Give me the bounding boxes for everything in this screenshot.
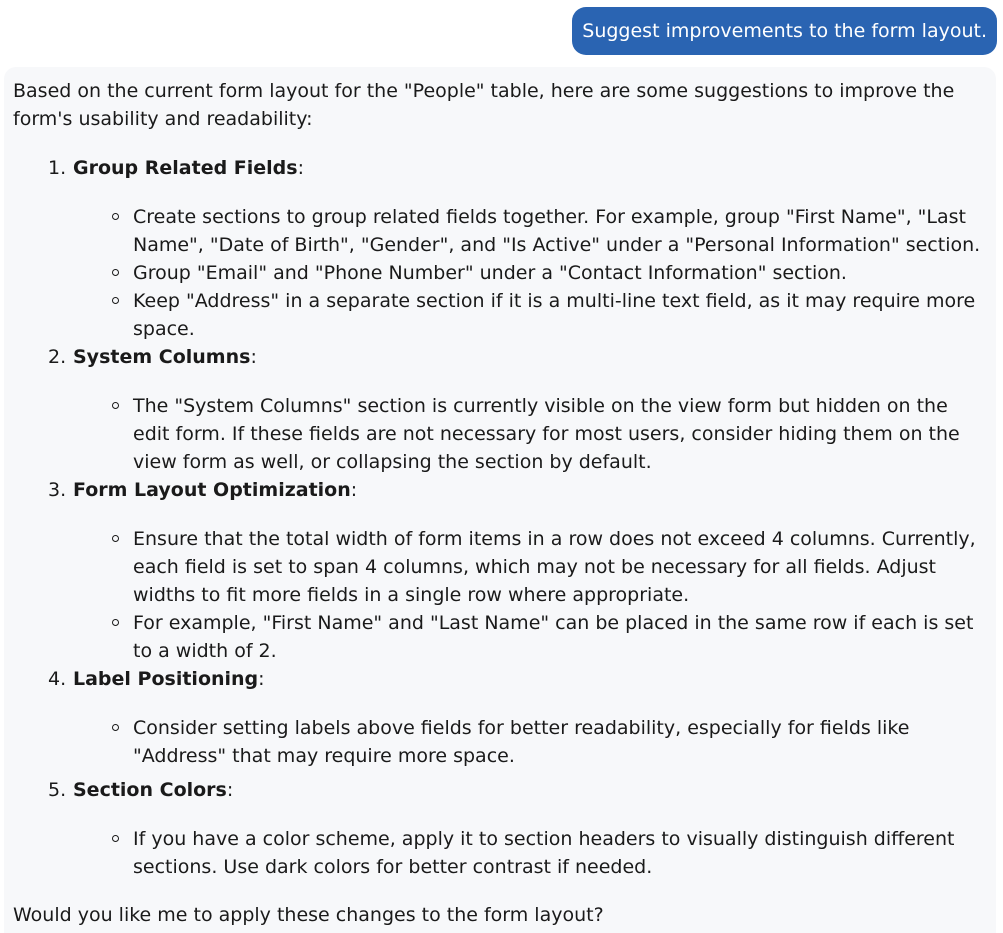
list-item	[133, 714, 987, 770]
section-number: 3.	[48, 479, 67, 501]
suggestion-section	[48, 343, 987, 476]
user-message-bubble	[572, 7, 997, 55]
section-number: 5.	[48, 779, 67, 801]
list-item-text: If you have a color scheme, apply it to section headers to visually distinguish different sections. Use dark colors for better contrast if needed.	[133, 828, 955, 878]
list-item	[133, 825, 987, 881]
section-title-colon: :	[258, 668, 265, 690]
list-item	[133, 525, 987, 609]
user-message-text: Suggest improvements to the form layout.	[582, 20, 987, 42]
hollow-bullet-icon	[112, 297, 119, 304]
section-points	[73, 714, 987, 770]
assistant-message-bubble	[4, 67, 996, 933]
list-item	[133, 259, 987, 287]
section-title-colon: :	[226, 779, 234, 801]
hollow-bullet-icon	[112, 269, 119, 276]
section-title-colon: :	[350, 479, 358, 501]
list-item-text: Group "Email" and "Phone Number" under a "Contact Information" section.	[133, 262, 847, 284]
section-title: Form Layout Optimization	[73, 479, 351, 501]
section-title: Section Colors	[73, 779, 227, 801]
suggestion-section	[48, 665, 987, 770]
section-number: 4.	[48, 668, 67, 690]
list-item-text: Ensure that the total width of form items in a row does not exceed 4 columns. Currently, each field is set to span 4 columns, which may not be necessary for all fields. Adjust widths to fit more fields in a single row where appropriate.	[133, 528, 976, 606]
suggestion-section	[48, 476, 987, 665]
hollow-bullet-icon	[112, 835, 119, 842]
section-title-colon: :	[250, 346, 257, 368]
section-title-colon: :	[297, 157, 305, 179]
list-item-text: Create sections to group related fields together. For example, group "First Name", "Last Name", "Date of Birth", "Gender", and "Is Active" under a "Personal Information" section.	[133, 206, 981, 256]
list-item-text: For example, "First Name" and "Last Name" can be placed in the same row if each is set to a width of 2.	[133, 612, 974, 662]
hollow-bullet-icon	[112, 402, 119, 409]
list-item-text: The "System Columns" section is currently visible on the view form but hidden on the edit form. If these fields are not necessary for most users, consider hiding them on the view form as well, or collapsing the section by default.	[133, 395, 960, 473]
assistant-outro: Would you like me to apply these changes to the form layout?	[13, 904, 604, 926]
section-number: 2.	[48, 346, 67, 368]
suggestion-section	[48, 776, 987, 881]
assistant-intro: Based on the current form layout for the "People" table, here are some suggestions to improve the form's usability and readability:	[13, 80, 955, 130]
section-points	[73, 525, 987, 665]
hollow-bullet-icon	[112, 213, 119, 220]
suggestion-list	[13, 154, 987, 881]
list-item-text: Keep "Address" in a separate section if it is a multi-line text field, as it may require more space.	[133, 290, 976, 340]
hollow-bullet-icon	[112, 535, 119, 542]
list-item	[133, 203, 987, 259]
list-item	[133, 287, 987, 343]
section-title: Label Positioning	[73, 668, 259, 690]
section-title: System Columns	[73, 346, 251, 368]
list-item-text: Consider setting labels above fields for better readability, especially for fields like "Address" that may require more space.	[133, 717, 910, 767]
section-title: Group Related Fields	[73, 157, 298, 179]
section-points	[73, 392, 987, 476]
hollow-bullet-icon	[112, 619, 119, 626]
list-item	[133, 392, 987, 476]
section-points	[73, 825, 987, 881]
section-points	[73, 203, 987, 343]
hollow-bullet-icon	[112, 724, 119, 731]
section-number: 1.	[48, 157, 67, 179]
suggestion-section	[48, 154, 987, 343]
list-item	[133, 609, 987, 665]
